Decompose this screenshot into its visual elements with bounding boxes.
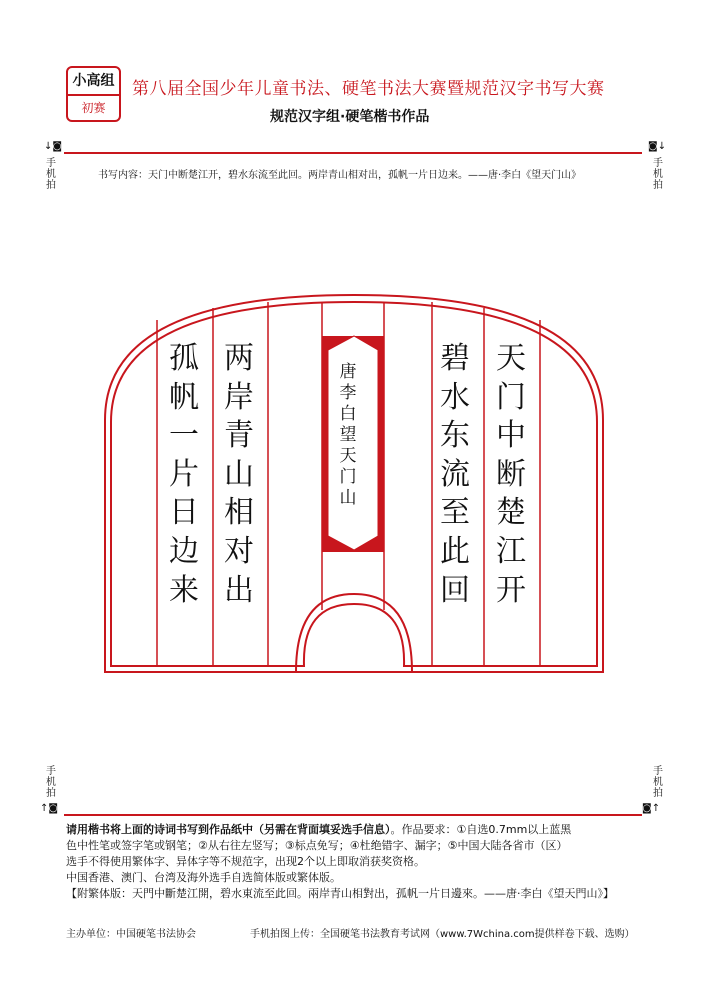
work-column-1: 天门中断楚江开 xyxy=(496,341,526,608)
page-subtitle: 规范汉字组·硬笔楷书作品 xyxy=(270,109,430,125)
arrow-down-icon: ↓ xyxy=(657,141,667,152)
camera-icon: ◙ xyxy=(642,803,652,814)
top-left-photo-marker xyxy=(44,141,62,152)
footer-upload: 手机拍图上传：全国硬笔书法教育考试网（www.7Wchina.com提供样卷下载、选购） xyxy=(250,929,635,940)
camera-icon: ◙ xyxy=(52,141,63,152)
arrow-down-icon: ↓ xyxy=(44,141,53,152)
bottom-divider xyxy=(64,814,642,816)
requirements-line-1-rest: 。作品要求：①自选0.7mm以上蓝黑 xyxy=(390,823,572,836)
writing-content-line: 书写内容：天门中断楚江开，碧水东流至此回。两岸青山相对出，孤帆一片日边来。——唐·李白《望天门山》 xyxy=(98,170,582,181)
work-column-2: 碧水东流至此回 xyxy=(440,341,470,608)
requirements-line-5: 【附繁体版：天門中斷楚江開，碧水東流至此回。兩岸青山相對出，孤帆一片日邊來。——唐·李白《望天門山》】 xyxy=(66,887,614,900)
page-title: 第八届全国少年儿童书法、硬笔书法大赛暨规范汉字书写大赛 xyxy=(132,79,605,99)
requirements-line-1 xyxy=(66,822,648,838)
camera-icon: ◙ xyxy=(48,803,59,814)
top-divider xyxy=(64,152,642,154)
work-column-3: 两岸青山相对出 xyxy=(224,341,254,608)
bottom-left-photo-marker xyxy=(40,803,58,814)
group-badge xyxy=(66,66,121,122)
top-right-photo-label: 手机拍 xyxy=(653,158,663,191)
arrow-up-icon: ↑ xyxy=(651,803,661,814)
requirements-line-3: 选手不得使用繁体字、异体字等不规范字，出现2个以上即取消获奖资格。 xyxy=(66,855,425,868)
arrow-up-icon: ↑ xyxy=(40,803,49,814)
work-column-4: 孤帆一片日边来 xyxy=(169,341,199,608)
requirements-line-2: 色中性笔或签字笔或钢笔；②从右往左竖写；③标点免写；④杜绝错字、漏字；⑤中国大陆各省市（区） xyxy=(66,839,568,852)
badge-group-label: 小高组 xyxy=(68,68,119,96)
bottom-left-photo-label: 手机拍 xyxy=(46,766,56,799)
requirements-line-4: 中国香港、澳门、台湾及海外选手自选简体版或繁体版。 xyxy=(66,871,341,884)
requirements-block xyxy=(66,822,648,902)
footer-host: 主办单位：中国硬笔书法协会 xyxy=(66,929,196,940)
top-right-photo-marker xyxy=(648,141,666,152)
bottom-right-photo-marker xyxy=(642,803,660,814)
badge-round-label: 初赛 xyxy=(81,101,106,115)
camera-icon: ◙ xyxy=(648,141,658,152)
top-left-photo-label: 手机拍 xyxy=(46,158,56,191)
requirements-lead: 请用楷书将上面的诗词书写到作品纸中（另需在背面填妥选手信息） xyxy=(66,823,391,836)
work-attribution: 唐李白望天门山 xyxy=(339,362,357,508)
bottom-right-photo-label: 手机拍 xyxy=(653,766,663,799)
